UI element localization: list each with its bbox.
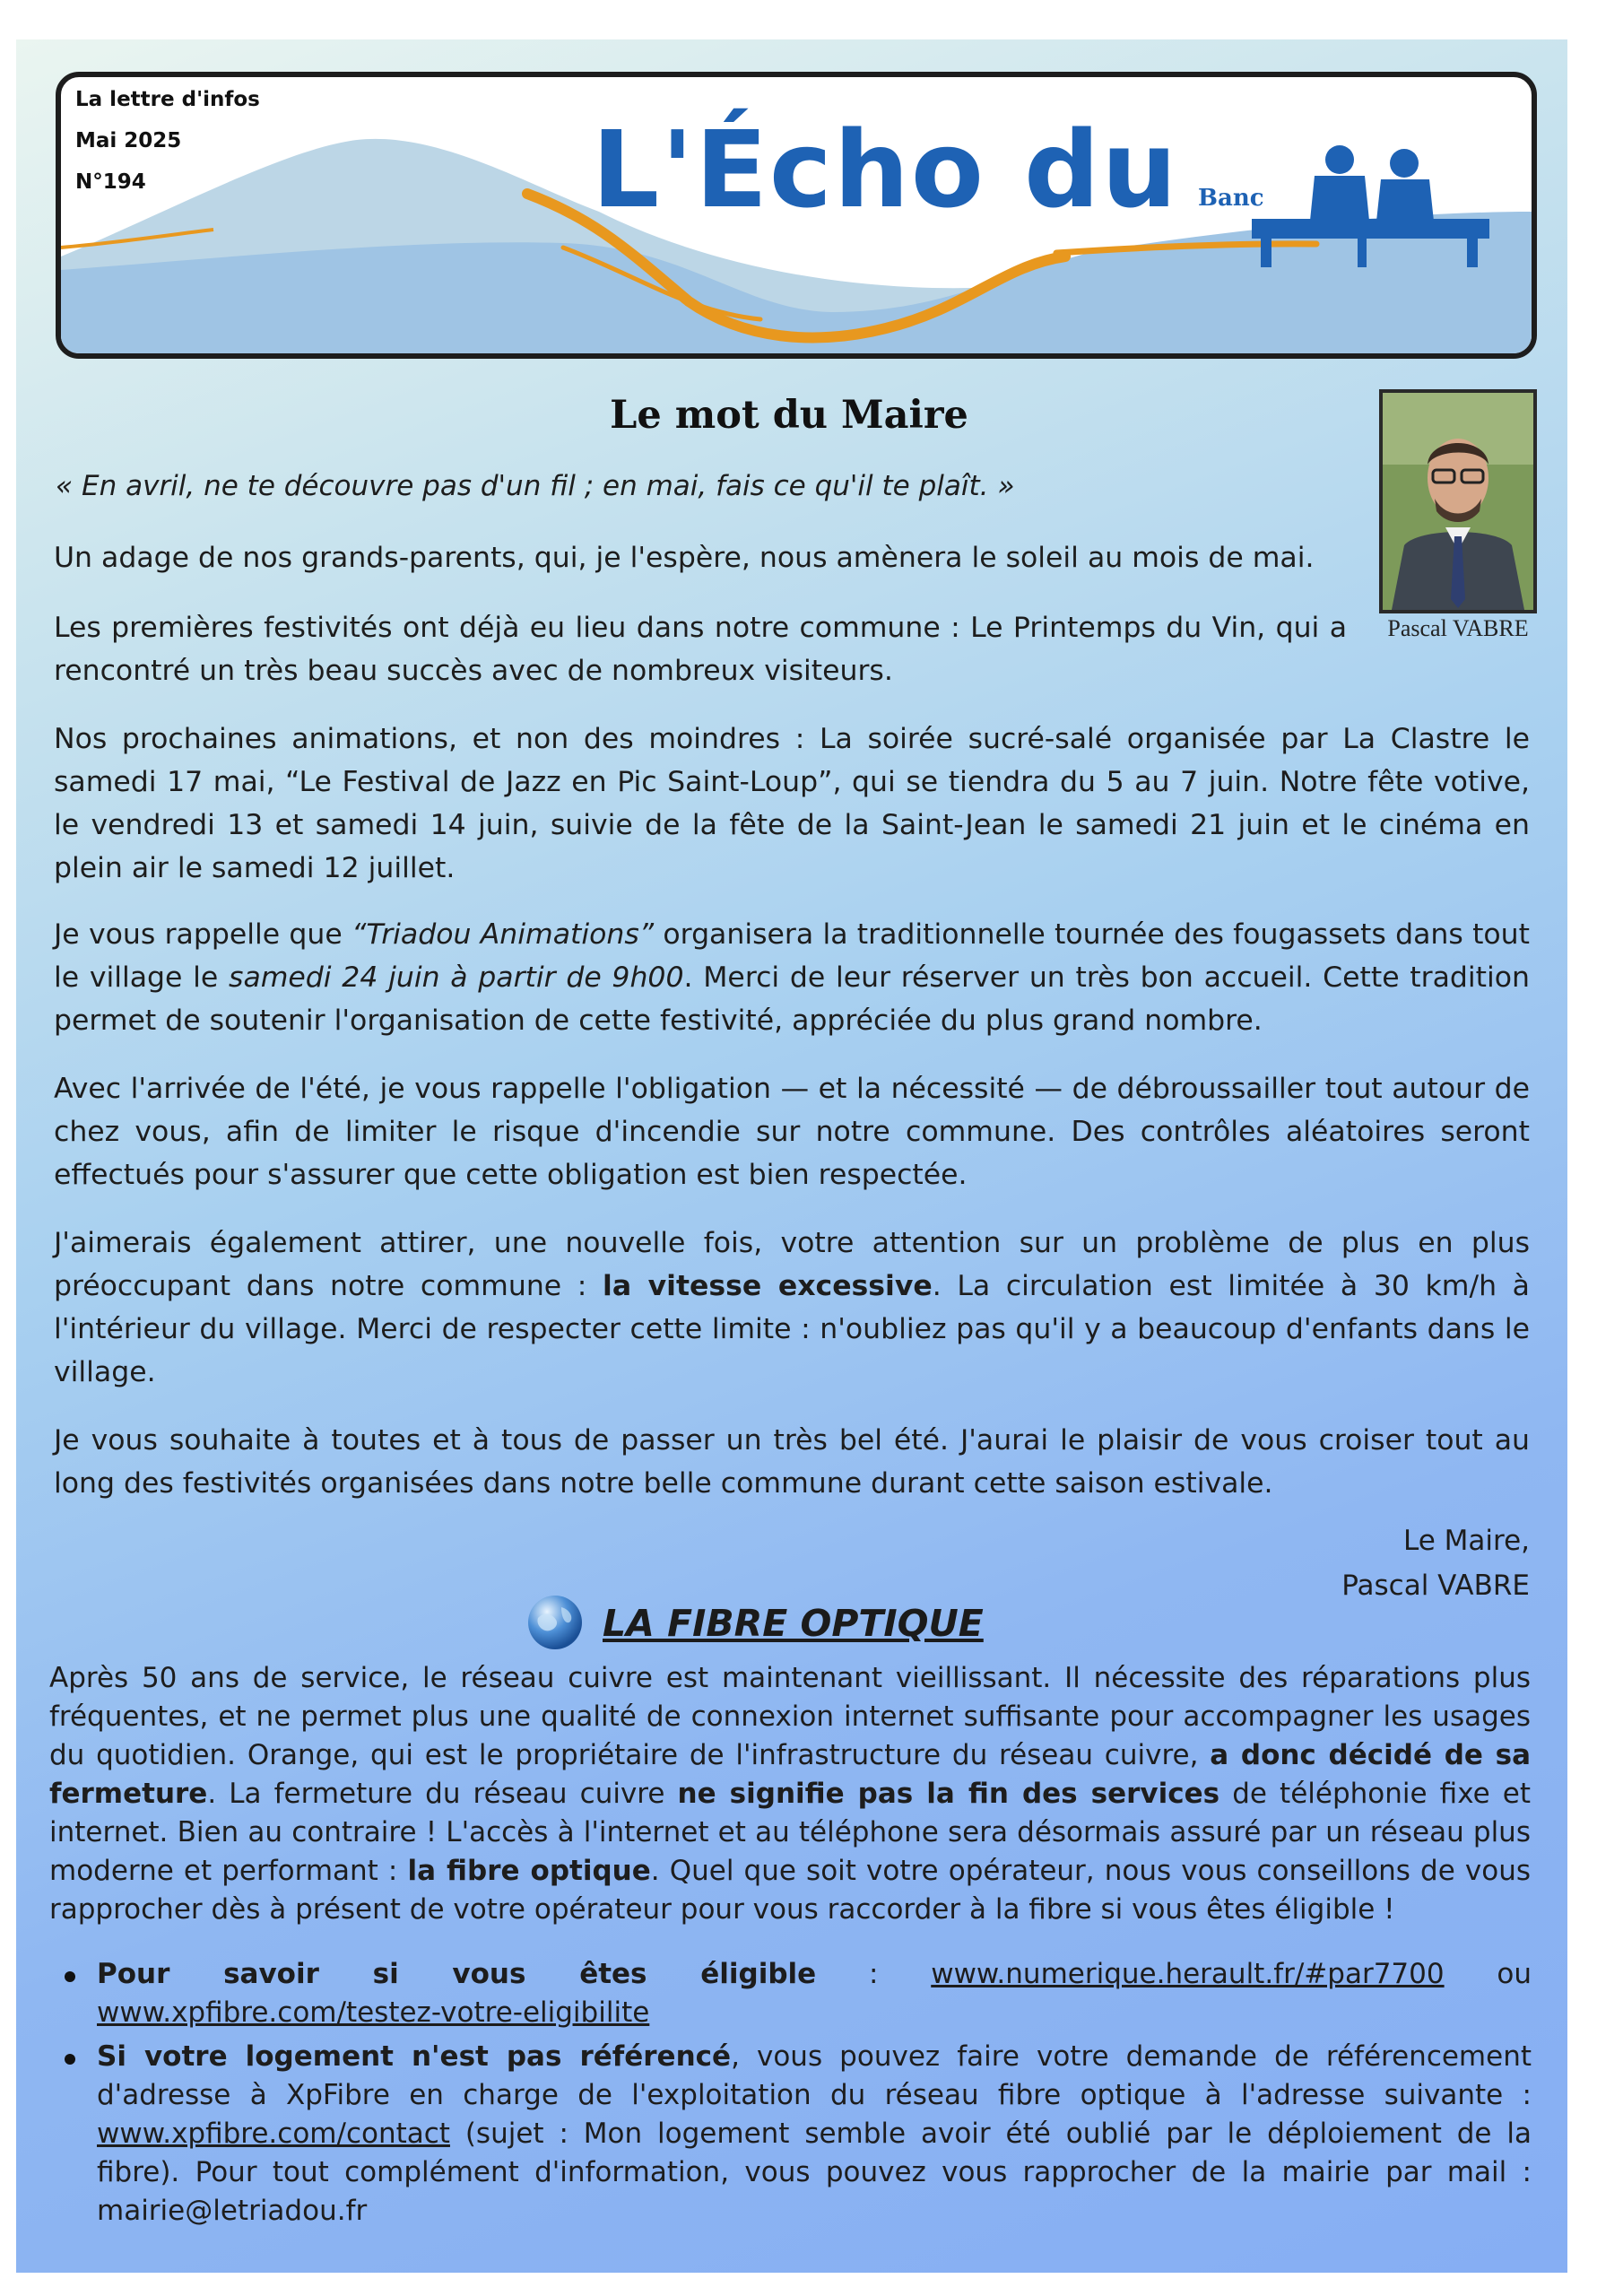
signature-title: Le Maire, <box>1403 1525 1530 1557</box>
maire-paragraph-2: Les premières festivités ont déjà eu lieu dans notre commune : Le Printemps du Vin, qui a rencontré un très beau succès avec de nombreux visiteurs. <box>54 612 1347 687</box>
maire-paragraph-5: Avec l'arrivée de l'été, je vous rappelle l'obligation — et la nécessité — de débroussailler tout autour de chez vous, afin de limiter le risque d'incendie sur notre commune. Des contrôles aléatoires seront effectués pour s'assurer que cette obligation est bien respectée. <box>54 1073 1530 1191</box>
newsletter-title-small: Banc <box>1198 185 1264 212</box>
maire-paragraph-4: Je vous rappelle que “Triadou Animations” organisera la traditionnelle tournée des fougassets dans tout le village le samedi 24 juin à partir de 9h00. Merci de leur réserver un très bon accueil. Cette tradition permet de soutenir l'organisation de cette festivité, appréciée du plus grand nombre. <box>54 918 1531 1037</box>
maire-paragraph-1: Un adage de nos grands-parents, qui, je l'espère, nous amènera le soleil au mois de mai. <box>54 542 1315 574</box>
link-xpfibre-eligibility[interactable]: www.xpfibre.com/testez-votre-eligibilite <box>97 1996 650 2029</box>
bullet-dot <box>65 1971 75 1982</box>
globe-icon <box>525 1593 585 1652</box>
fibre-bullet-eligibility: Pour savoir si vous êtes éligible : www.numerique.herault.fr/#par7700 ou www.xpfibre.com/testez-votre-eligibilite <box>97 1958 1532 2029</box>
signature-name: Pascal VABRE <box>1341 1570 1530 1602</box>
issue-number: N°194 <box>75 170 146 194</box>
fibre-bullet-referencing: Si votre logement n'est pas référencé, vous pouvez faire votre demande de référencement d'adresse à XpFibre en charge de l'exploitation du réseau fibre optique à l'adresse suivante : www.xpfibre.com/contact (sujet : Mon logement semble avoir été oublié par le déploiement de la fibre). Pour tout complément d'information, vous pouvez vous rapprocher de la mairie par mail : mairie@letriadou.fr <box>97 2040 1532 2227</box>
issue-date: Mai 2025 <box>75 129 182 152</box>
newsletter-label: La lettre d'infos <box>75 88 260 111</box>
maire-paragraph-7: Je vous souhaite à toutes et à tous de passer un très bel été. J'aurai le plaisir de vous croiser tout au long des festivités organisées dans notre belle commune durant cette saison estivale. <box>54 1424 1530 1500</box>
maire-paragraph-6: J'aimerais également attirer, une nouvelle fois, votre attention sur un problème de plus en plus préoccupant dans notre commune : la vitesse excessive. La circulation est limitée à 30 km/h à l'intérieur du village. Merci de respecter cette limite : n'oubliez pas qu'il y a beaucoup d'enfants dans le village. <box>54 1227 1530 1388</box>
opening-quote: « En avril, ne te découvre pas d'un fil ; en mai, fais ce qu'il te plaît. » <box>56 470 1015 502</box>
link-xpfibre-contact[interactable]: www.xpfibre.com/contact <box>97 2118 450 2150</box>
mayor-photo <box>1379 389 1537 613</box>
section-heading-maire: Le mot du Maire <box>610 393 968 438</box>
mayor-photo-caption: Pascal VABRE <box>1387 615 1529 641</box>
bench-icon <box>1252 140 1494 274</box>
newsletter-banner <box>56 72 1537 359</box>
fibre-paragraph: Après 50 ans de service, le réseau cuivre est maintenant vieillissant. Il nécessite des réparations plus fréquentes, et ne permet plus une qualité de connexion internet suffisante pour accompagner les usages du quotidien. Orange, qui est le propriétaire de l'infrastructure du réseau cuivre, a donc décidé de sa fermeture. La fermeture du réseau cuivre ne signifie pas la fin des services de téléphonie fixe et internet. Bien au contraire ! L'accès à l'internet et au téléphone sera désormais assuré par un réseau plus moderne et performant : la fibre optique. Quel que soit votre opérateur, nous vous conseillons de vous rapprocher dès à présent de votre opérateur pour vous raccorder à la fibre si vous êtes éligible ! <box>49 1662 1532 1926</box>
maire-paragraph-3: Nos prochaines animations, et non des moindres : La soirée sucré-salé organisée par La Clastre le samedi 17 mai, “Le Festival de Jazz en Pic Saint-Loup”, qui se tiendra du 5 au 7 juin. Notre fête votive, le vendredi 13 et samedi 14 juin, suivie de la fête de la Saint-Jean le samedi 21 juin et le cinéma en plein air le samedi 12 juillet. <box>54 723 1530 884</box>
section-heading-fibre: LA FIBRE OPTIQUE <box>603 1602 984 1645</box>
bullet-dot <box>65 2054 75 2065</box>
newsletter-title: L'Écho du <box>592 108 1179 231</box>
link-numerique-herault[interactable]: www.numerique.herault.fr/#par7700 <box>931 1958 1445 1990</box>
